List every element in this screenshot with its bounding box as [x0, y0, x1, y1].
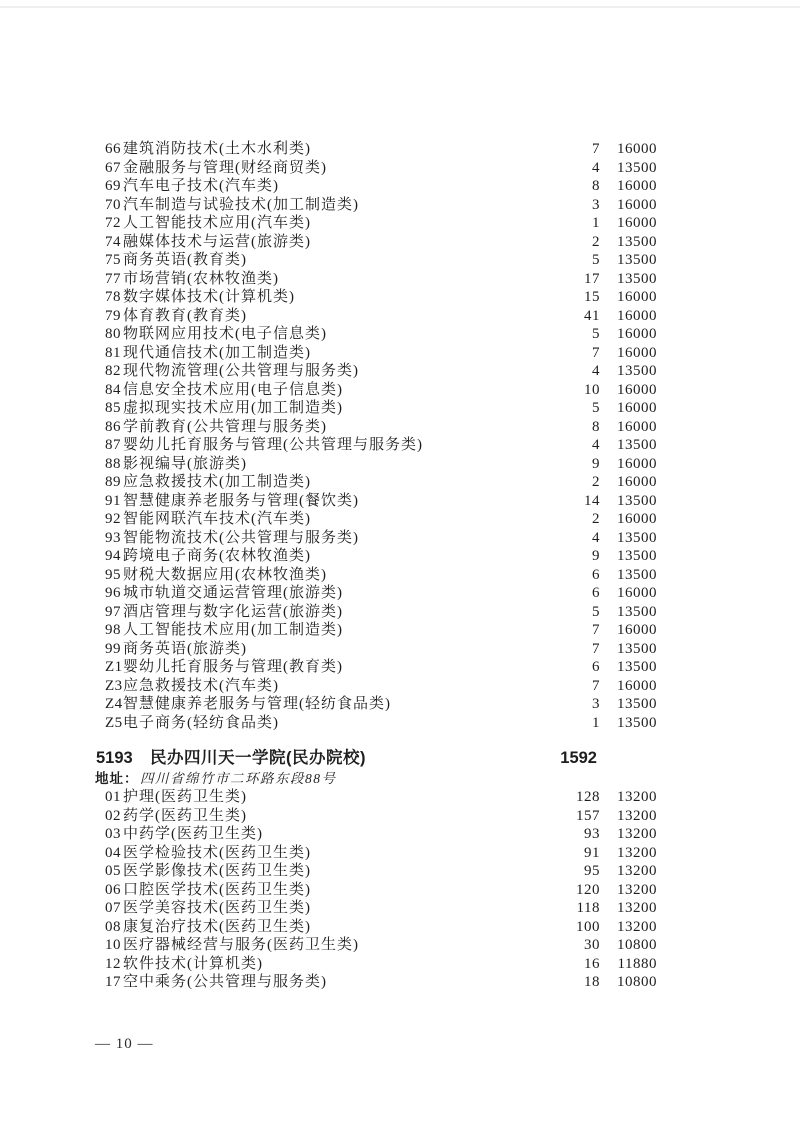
program-tuition-fee: 13200 [617, 918, 657, 935]
program-row [0, 159, 800, 178]
program-plan-count: 15 [584, 289, 600, 305]
program-row [0, 714, 800, 733]
program-tuition-fee: 16000 [617, 307, 657, 324]
program-plan-count: 7 [592, 344, 600, 361]
program-plan-count: 30 [584, 937, 600, 953]
program-name: 医学美容技术(医药卫生类) [123, 900, 311, 916]
program-plan-count: 100 [576, 918, 600, 935]
program-code: 66 [105, 141, 121, 157]
program-plan-count: 7 [592, 141, 600, 157]
college-section-header [0, 748, 800, 788]
page-footer [95, 1036, 154, 1053]
program-name: 城市轨道交通运营管理(旅游类) [123, 585, 343, 601]
address-label: 地址： [95, 771, 139, 786]
program-tuition-fee: 13500 [617, 714, 657, 731]
program-row [0, 566, 800, 585]
program-code: 87 [105, 437, 121, 453]
program-code: 88 [105, 455, 121, 472]
program-code: 93 [105, 529, 121, 546]
program-tuition-fee: 10800 [617, 974, 657, 990]
program-code: 02 [105, 807, 121, 824]
program-name: 汽车制造与试验技术(加工制造类) [123, 196, 359, 213]
program-row [0, 455, 800, 474]
college-name: 民办四川天一学院(民办院校) [150, 749, 366, 767]
program-plan-count: 6 [592, 566, 600, 583]
program-tuition-fee: 13500 [617, 270, 657, 287]
program-name: 药学(医药卫生类) [123, 807, 247, 824]
program-plan-count: 3 [592, 696, 600, 712]
program-code: 78 [105, 289, 121, 305]
program-name: 商务英语(旅游类) [123, 640, 247, 657]
program-row [0, 381, 800, 400]
program-plan-count: 5 [592, 603, 600, 620]
program-row [0, 640, 800, 659]
college-total-plan: 1592 [560, 749, 597, 767]
program-row [0, 473, 800, 492]
program-row [0, 251, 800, 270]
program-tuition-fee: 16000 [617, 585, 657, 601]
program-name: 口腔医学技术(医药卫生类) [123, 881, 311, 898]
program-row [0, 270, 800, 289]
program-name: 医学检验技术(医药卫生类) [123, 844, 311, 861]
program-tuition-fee: 13200 [617, 844, 657, 861]
program-name: 现代物流管理(公共管理与服务类) [123, 363, 359, 379]
program-plan-count: 9 [592, 548, 600, 564]
program-tuition-fee: 16000 [617, 381, 657, 398]
program-name: 医学影像技术(医药卫生类) [123, 863, 311, 879]
program-name: 智能物流技术(公共管理与服务类) [123, 529, 359, 546]
program-row [0, 621, 800, 640]
program-tuition-fee: 16000 [617, 326, 657, 342]
college-header-line [0, 748, 800, 769]
program-plan-count: 7 [592, 677, 600, 694]
program-name: 学前教育(公共管理与服务类) [123, 418, 327, 435]
program-code: 07 [105, 900, 121, 916]
program-tuition-fee: 16000 [617, 418, 657, 435]
program-row [0, 881, 800, 900]
program-name: 中药学(医药卫生类) [123, 826, 263, 842]
program-name: 应急救援技术(汽车类) [123, 677, 279, 694]
program-row [0, 510, 800, 529]
program-code: 08 [105, 918, 121, 935]
program-plan-count: 5 [592, 326, 600, 342]
program-row [0, 288, 800, 307]
program-code: 72 [105, 215, 121, 231]
program-plan-count: 8 [592, 178, 600, 194]
program-row [0, 825, 800, 844]
program-row [0, 677, 800, 696]
program-row [0, 140, 800, 159]
program-tuition-fee: 13500 [617, 696, 657, 712]
program-name: 人工智能技术应用(加工制造类) [123, 622, 343, 638]
program-plan-count: 120 [576, 881, 600, 898]
program-tuition-fee: 16000 [617, 622, 657, 638]
program-code: 75 [105, 252, 121, 268]
program-tuition-fee: 16000 [617, 178, 657, 194]
program-tuition-fee: 16000 [617, 344, 657, 361]
program-plan-count: 6 [592, 659, 600, 675]
program-plan-count: 14 [584, 492, 600, 509]
program-tuition-fee: 16000 [617, 196, 657, 213]
program-plan-count: 2 [592, 233, 600, 250]
program-code: 74 [105, 233, 121, 250]
program-name: 跨境电子商务(农林牧渔类) [123, 548, 311, 564]
program-row [0, 418, 800, 437]
program-tuition-fee: 16000 [617, 400, 657, 416]
program-name: 影视编导(旅游类) [123, 455, 247, 472]
program-plan-count: 16 [584, 955, 600, 972]
program-row [0, 344, 800, 363]
program-code: Z5 [105, 714, 123, 731]
program-name: 财税大数据应用(农林牧渔类) [123, 566, 327, 583]
program-name: 物联网应用技术(电子信息类) [123, 326, 327, 342]
program-plan-count: 10 [584, 381, 600, 398]
program-name: 婴幼儿托育服务与管理(公共管理与服务类) [123, 437, 423, 453]
program-row [0, 399, 800, 418]
program-row [0, 936, 800, 955]
program-plan-count: 5 [592, 252, 600, 268]
program-tuition-fee: 13500 [617, 566, 657, 583]
program-name: 医疗器械经营与服务(医药卫生类) [123, 937, 359, 953]
program-row [0, 899, 800, 918]
program-code: 77 [105, 270, 121, 287]
program-tuition-fee: 13500 [617, 233, 657, 250]
program-tuition-fee: 13200 [617, 807, 657, 824]
program-row [0, 658, 800, 677]
program-row [0, 955, 800, 974]
program-tuition-fee: 16000 [617, 511, 657, 527]
program-plan-count: 4 [592, 159, 600, 176]
program-plan-count: 157 [576, 807, 600, 824]
program-code: 67 [105, 159, 121, 176]
program-row [0, 695, 800, 714]
program-code: 17 [105, 974, 121, 990]
college-address-line [0, 769, 800, 788]
program-code: 10 [105, 937, 121, 953]
program-row [0, 862, 800, 881]
program-name: 信息安全技术应用(电子信息类) [123, 381, 343, 398]
program-code: 12 [105, 955, 121, 972]
program-row [0, 196, 800, 215]
program-code: 85 [105, 400, 121, 416]
program-code: 01 [105, 789, 121, 805]
program-row [0, 584, 800, 603]
program-name: 软件技术(计算机类) [123, 955, 263, 972]
program-row [0, 325, 800, 344]
scan-artifact-line [0, 6, 800, 8]
program-row [0, 362, 800, 381]
program-code: 98 [105, 622, 121, 638]
program-row [0, 788, 800, 807]
program-plan-count: 1 [592, 215, 600, 231]
program-name: 虚拟现实技术应用(加工制造类) [123, 400, 343, 416]
program-code: 79 [105, 307, 121, 324]
program-tuition-fee: 11880 [617, 955, 657, 972]
admission-program-list [0, 140, 800, 992]
program-name: 汽车电子技术(汽车类) [123, 178, 279, 194]
program-tuition-fee: 13200 [617, 900, 657, 916]
program-tuition-fee: 16000 [617, 474, 657, 490]
program-tuition-fee: 13500 [617, 159, 657, 176]
program-code: 81 [105, 344, 121, 361]
program-name: 现代通信技术(加工制造类) [123, 344, 311, 361]
program-code: 92 [105, 511, 121, 527]
program-code: 99 [105, 640, 121, 657]
program-row [0, 214, 800, 233]
address-text: 四川省绵竹市二环路东段88号 [140, 771, 337, 786]
program-row [0, 918, 800, 937]
program-tuition-fee: 13500 [617, 548, 657, 564]
program-code: Z1 [105, 659, 123, 675]
program-plan-count: 41 [584, 307, 600, 324]
program-plan-count: 95 [584, 863, 600, 879]
program-tuition-fee: 13200 [617, 881, 657, 898]
program-plan-count: 7 [592, 640, 600, 657]
program-code: Z4 [105, 696, 123, 712]
program-name: 建筑消防技术(土木水利类) [123, 141, 311, 157]
program-row [0, 529, 800, 548]
program-tuition-fee: 13500 [617, 529, 657, 546]
program-plan-count: 9 [592, 455, 600, 472]
program-plan-count: 2 [592, 511, 600, 527]
program-tuition-fee: 13500 [617, 603, 657, 620]
program-row [0, 492, 800, 511]
program-code: 80 [105, 326, 121, 342]
program-plan-count: 2 [592, 474, 600, 490]
program-name: 智慧健康养老服务与管理(轻纺食品类) [123, 696, 391, 712]
program-code: 69 [105, 178, 121, 194]
program-row [0, 807, 800, 826]
program-row [0, 603, 800, 622]
program-code: 84 [105, 381, 121, 398]
program-code: 95 [105, 566, 121, 583]
program-name: 应急救援技术(加工制造类) [123, 474, 311, 490]
program-plan-count: 91 [584, 844, 600, 861]
program-tuition-fee: 16000 [617, 455, 657, 472]
program-plan-count: 1 [592, 714, 600, 731]
program-tuition-fee: 13200 [617, 863, 657, 879]
program-tuition-fee: 16000 [617, 215, 657, 231]
program-tuition-fee: 16000 [617, 141, 657, 157]
program-plan-count: 3 [592, 196, 600, 213]
program-name: 电子商务(轻纺食品类) [123, 714, 279, 731]
program-plan-count: 8 [592, 418, 600, 435]
program-name: 体育教育(教育类) [123, 307, 247, 324]
program-tuition-fee: 10800 [617, 937, 657, 953]
program-code: 82 [105, 363, 121, 379]
program-name: 智慧健康养老服务与管理(餐饮类) [123, 492, 359, 509]
program-row [0, 973, 800, 992]
program-name: 金融服务与管理(财经商贸类) [123, 159, 327, 176]
program-code: 94 [105, 548, 121, 564]
program-tuition-fee: 16000 [617, 677, 657, 694]
program-name: 智能网联汽车技术(汽车类) [123, 511, 311, 527]
program-row [0, 177, 800, 196]
program-plan-count: 4 [592, 437, 600, 453]
program-name: 护理(医药卫生类) [123, 789, 247, 805]
program-plan-count: 5 [592, 400, 600, 416]
program-name: 数字媒体技术(计算机类) [123, 289, 295, 305]
program-plan-count: 6 [592, 585, 600, 601]
program-code: 97 [105, 603, 121, 620]
program-plan-count: 17 [584, 270, 600, 287]
program-row [0, 436, 800, 455]
program-name: 婴幼儿托育服务与管理(教育类) [123, 659, 343, 675]
program-name: 康复治疗技术(医药卫生类) [123, 918, 311, 935]
program-code: 96 [105, 585, 121, 601]
program-name: 空中乘务(公共管理与服务类) [123, 974, 327, 990]
program-name: 酒店管理与数字化运营(旅游类) [123, 603, 343, 620]
program-tuition-fee: 13200 [617, 789, 657, 805]
program-name: 市场营销(农林牧渔类) [123, 270, 279, 287]
program-tuition-fee: 13500 [617, 252, 657, 268]
program-plan-count: 128 [576, 789, 600, 805]
program-tuition-fee: 13500 [617, 437, 657, 453]
program-row [0, 844, 800, 863]
program-name: 融媒体技术与运营(旅游类) [123, 233, 311, 250]
program-code: 91 [105, 492, 121, 509]
program-code: 04 [105, 844, 121, 861]
program-tuition-fee: 13500 [617, 492, 657, 509]
program-row [0, 307, 800, 326]
program-row [0, 233, 800, 252]
page-number: — 10 — [95, 1036, 154, 1052]
program-code: 70 [105, 196, 121, 213]
program-tuition-fee: 13500 [617, 659, 657, 675]
program-code: 03 [105, 826, 121, 842]
program-row [0, 547, 800, 566]
program-tuition-fee: 16000 [617, 289, 657, 305]
program-plan-count: 93 [584, 826, 600, 842]
program-code: 05 [105, 863, 121, 879]
college-code: 5193 [96, 749, 133, 767]
program-code: 86 [105, 418, 121, 435]
program-plan-count: 4 [592, 529, 600, 546]
program-code: Z3 [105, 677, 123, 694]
program-tuition-fee: 13200 [617, 826, 657, 842]
program-tuition-fee: 13500 [617, 363, 657, 379]
program-code: 06 [105, 881, 121, 898]
program-tuition-fee: 13500 [617, 640, 657, 657]
program-code: 89 [105, 474, 121, 490]
program-plan-count: 18 [584, 974, 600, 990]
program-plan-count: 7 [592, 622, 600, 638]
program-name: 人工智能技术应用(汽车类) [123, 215, 311, 231]
program-plan-count: 4 [592, 363, 600, 379]
program-plan-count: 118 [576, 900, 600, 916]
program-name: 商务英语(教育类) [123, 252, 247, 268]
